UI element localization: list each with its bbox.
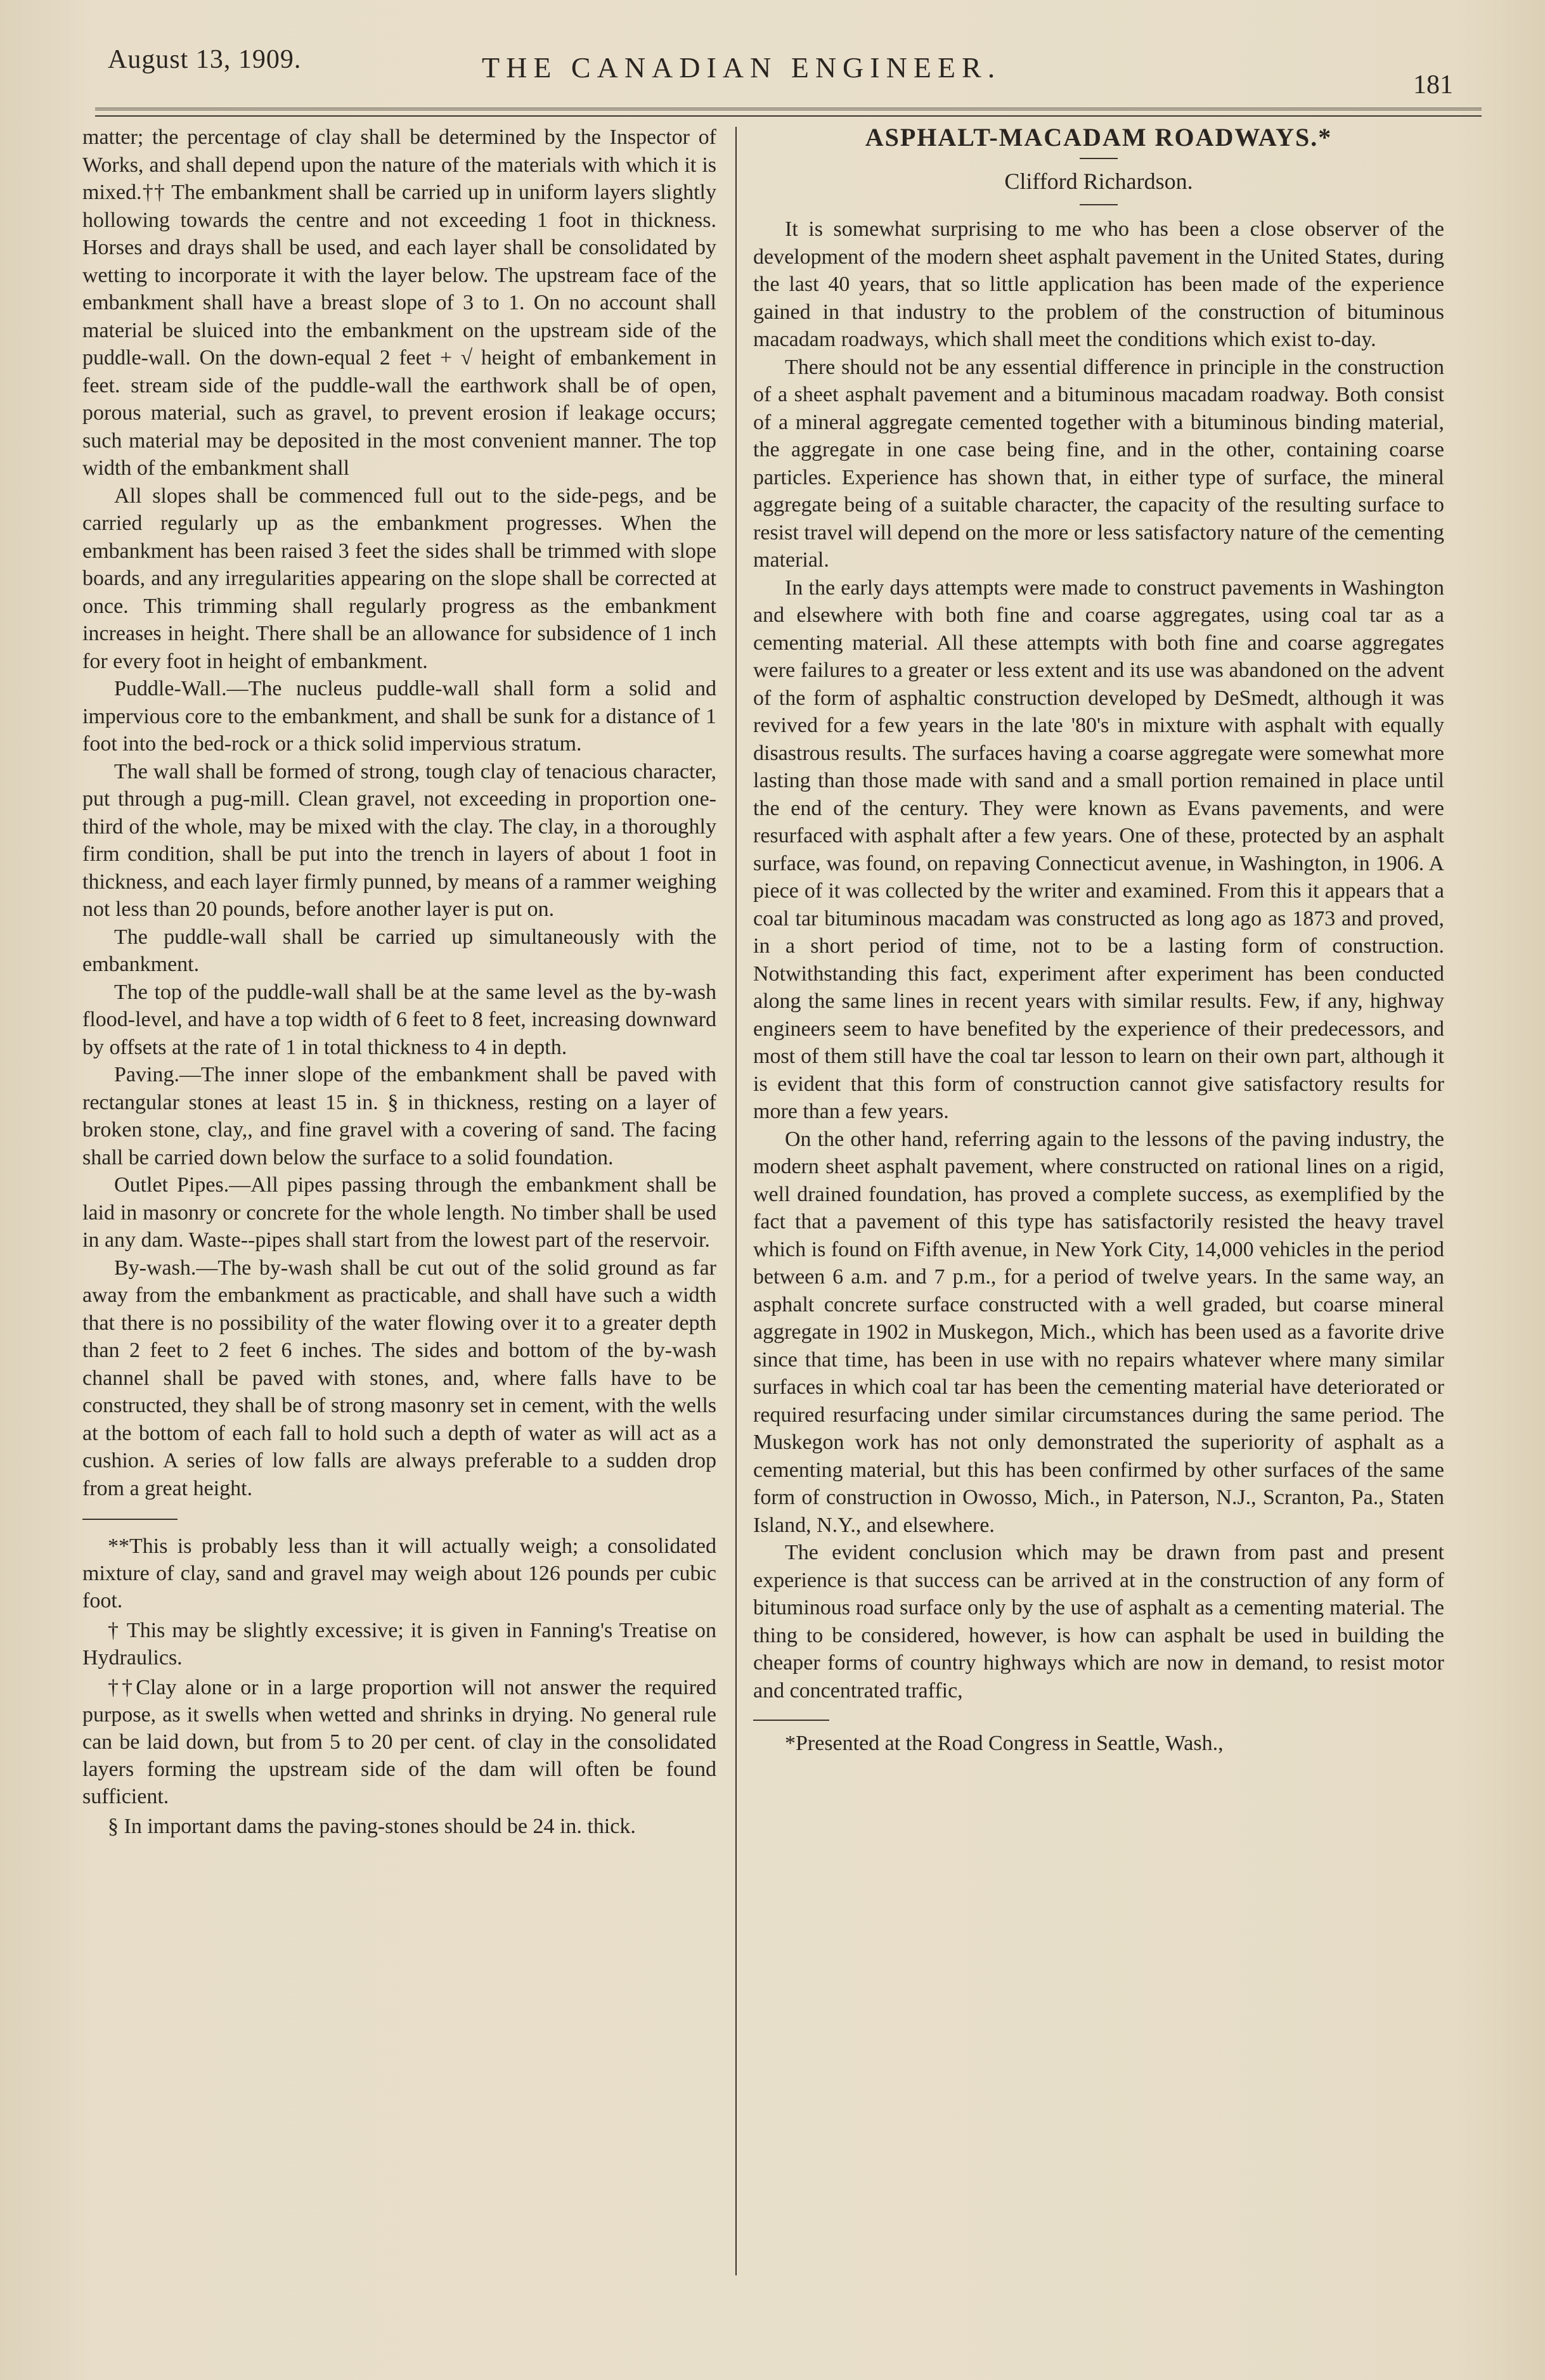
page-header: [108, 38, 1469, 108]
footnote-rule: [753, 1720, 829, 1721]
paragraph: Puddle-Wall.—The nucleus puddle-wall shall form a solid and impervious core to the embankment, and shall be sunk for a distance of 1 foot into the bed-rock or a thick solid impervious stratum.: [82, 677, 716, 756]
paragraph: The wall shall be formed of strong, tough clay of tenacious character, put through a pug-mill. Clean gravel, not exceeding in proportion one-third of the whole, may be mixed with the clay. The clay, in a thoroughly firm condition, shall be put into the trench in layers of about 1 foot in thickness, and each layer firmly punned, by means of a rammer weighing not less than 20 pounds, before another layer is put on.: [82, 759, 716, 921]
footnotes: [82, 1533, 716, 1840]
paragraph: The evident conclusion which may be drawn from past and present experience is that success can be arrived at in the construction of any form of bituminous road surface only by the use of asphalt as a cementing material. The thing to be considered, however, is how can asphalt be used in building the cheaper forms of country highways which are now in demand, to resist motor and concentrated traffic,: [753, 1541, 1444, 1702]
article-title: ASPHALT-MACADAM ROADWAYS.*: [865, 123, 1333, 151]
paragraph: Paving.—The inner slope of the embankment shall be paved with rectangular stones at least 15 in. § in thickness, resting on a layer of broken stone, clay,, and fine gravel with a covering of sand. The facing shall be carried down below the surface to a solid foundation.: [82, 1063, 716, 1169]
paragraph: The top of the puddle-wall shall be at the same level as the by-wash flood-level, and have a top width of 6 feet to 8 feet, increasing downward by offsets at the rate of 1 in total thickness to 4 in depth.: [82, 980, 716, 1059]
left-column: [82, 124, 716, 1843]
footnote: § In important dams the paving-stones should be 24 in. thick.: [108, 1815, 636, 1838]
footnote: **This is probably less than it will actually weigh; a consolidated mixture of clay, sand and gravel may weigh about 126 pounds per cubic foot.: [82, 1534, 716, 1612]
footnote: ††Clay alone or in a large proportion will not answer the required purpose, as it swells when wetted and shrinks in drying. No general rule can be laid down, but from 5 to 20 per cent. of clay in the consolidated layers forming the upstream side of the dam will often be found sufficient.: [82, 1676, 716, 1808]
paragraph: On the other hand, referring again to the lessons of the paving industry, the modern sheet asphalt pavement, where constructed on rational lines on a rigid, well drained foundation, has proved a complete success, as exemplified by the fact that a pavement of this type has satisfactorily resisted the heavy travel which is found on Fifth avenue, in New York City, 14,000 vehicles in the period between 6 a.m. and 7 p.m., for a period of twelve years. In the same way, an asphalt concrete surface constructed with a well graded, but coarse mineral aggregate in 1902 in Muskegon, Mich., which has been used as a favorite drive since that time, has been in use with no repairs whatever where many similar surfaces in which coal tar has been the cementing material have deteriorated or required resurfacing under similar circumstances during the same period. The Muskegon work has not only demonstrated the superiority of asphalt as a cementing material, but this has been confirmed by other surfaces of the same form of construction in Owosso, Mich., in Paterson, N.J., Scranton, Pa., Staten Island, N.Y., and elsewhere.: [753, 1127, 1444, 1537]
footnote-rule: [82, 1519, 178, 1520]
paragraph: Outlet Pipes.—All pipes passing through the embankment shall be laid in masonry or concrete for the whole length. No timber shall be used in any dam. Waste--pipes shall start from the lowest part of the reservoir.: [82, 1173, 716, 1252]
journal-title: THE CANADIAN ENGINEER.: [482, 51, 1002, 84]
footnote: *Presented at the Road Congress in Seattle, Wash.,: [785, 1732, 1224, 1755]
column-divider: [735, 127, 737, 2275]
footnote: † This may be slightly excessive; it is given in Fanning's Treatise on Hydraulics.: [82, 1619, 716, 1669]
paragraph: The puddle-wall shall be carried up simultaneously with the embankment.: [82, 925, 716, 976]
header-rule-lower: [95, 115, 1482, 117]
paragraph: All slopes shall be commenced full out to the side-pegs, and be carried regularly up as the embankment progresses. When the embankment has been raised 3 feet the sides shall be trimmed with slope boards, and any irregularities appearing on the slope shall be corrected at once. This trimming shall regularly progress as the embankment increases in height. There shall be an allowance for subsidence of 1 inch for every foot in height of embankment.: [82, 484, 716, 673]
issue-date: August 13, 1909.: [108, 45, 302, 74]
title-rule: [1080, 158, 1118, 159]
page-number: 181: [1413, 70, 1453, 100]
paragraph: By-wash.—The by-wash shall be cut out of the solid ground as far away from the embankment as practicable, and shall have such a width that there is no possibility of the water flowing over it to a greater depth than 2 feet to 2 feet 6 inches. The sides and bottom of the by-wash channel shall be paved with stones, and, where falls have to be constructed, they shall be of strong masonry set in cement, with the wells at the bottom of each fall to hold such a depth of water as will act as a cushion. A series of low falls are always preferable to a sudden drop from a great height.: [82, 1256, 716, 1500]
article-author: Clifford Richardson.: [1004, 168, 1193, 194]
paragraph: In the early days attempts were made to construct pavements in Washington and elsewhere with both fine and coarse aggregates, using coal tar as a cementing material. All these attempts with both fine and coarse aggregates were failures to a greater or less extent and its use was abandoned on the advent of the form of asphaltic construction developed by DeSmedt, although it was revived for a few years in the late '80's in mixture with asphalt with equally disastrous results. The surfaces having a coarse aggregate were somewhat more lasting than those made with sand and a small portion remained in place until the end of the century. They were known as Evans pavements, and were resurfaced with asphalt after a few years. One of these, protected by an asphalt surface, was found, on repaving Connecticut avenue, in Washington, in 1906. A piece of it was collected by the writer and examined. From this it appears that a coal tar bituminous macadam was constructed as long ago as 1873 and proved, in a short period of time, not to be a lasting form of construction. Notwithstanding this fact, experiment after experiment has been conducted along the same lines in recent years with similar results. Few, if any, highway engineers seem to have benefited by the experience of their predecessors, and most of them still have the coal tar lesson to learn on their own part, although it is evident that this form of construction cannot give satisfactory results for more than a few years.: [753, 576, 1444, 1123]
right-column: [753, 124, 1444, 1758]
header-rule: [95, 108, 1482, 110]
paragraph: It is somewhat surprising to me who has been a close observer of the development of the modern sheet asphalt pavement in the United States, during the last 40 years, that so little application has been made of the experience gained in that industry to the problem of the construction of bituminous macadam roadways, which shall meet the conditions which exist to-day.: [753, 217, 1444, 351]
paragraph: matter; the percentage of clay shall be determined by the Inspector of Works, and shall depend upon the nature of the materials with which it is mixed.†† The embankment shall be carried up in uniform layers slightly hollowing towards the centre and not exceeding 1 foot in thickness. Horses and drays shall be used, and each layer shall be consolidated by wetting to incorporate it with the layer below. The upstream face of the embankment shall have a breast slope of 3 to 1. On no account shall material be sluiced into the embankment on the upstream side of the puddle-wall. On the down-equal 2 feet + √ height of embankement in feet. stream side of the puddle-wall the earthwork shall be of open, porous material, such as gravel, to prevent erosion if leakage occurs; such material may be deposited in the most convenient manner. The top width of the embankment shall: [82, 125, 716, 480]
paragraph: There should not be any essential difference in principle in the construction of a sheet asphalt pavement and a bituminous macadam roadway. Both consist of a mineral aggregate cemented together with a bituminous binding material, the aggregate in one case being fine, and in the other, containing coarse particles. Experience has shown that, in either type of surface, the mineral aggregate being of a suitable character, the capacity of the resulting surface to resist travel will depend on the more or less satisfactory nature of the cementing material.: [753, 355, 1444, 572]
author-rule: [1080, 204, 1118, 205]
